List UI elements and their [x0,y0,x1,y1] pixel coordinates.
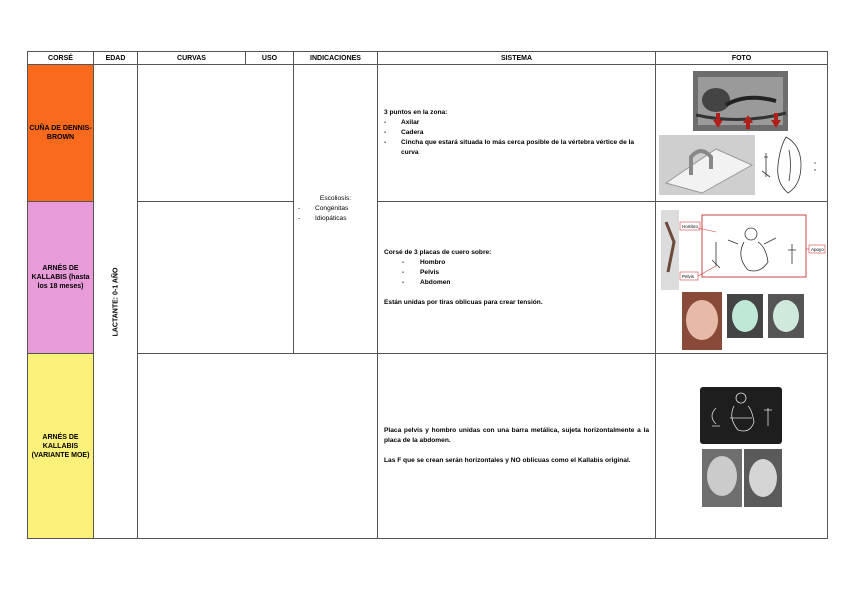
table-row [28,202,828,354]
corse-cell: ARNÉS DE KALLABIS (hasta los 18 meses) [28,202,94,354]
brace-table [27,51,828,539]
kallabis-diagram [702,215,806,277]
header-uso: USO [246,52,294,65]
list-item: - Cincha que estará situada lo más cerca posible de la vértebra vértice de la curva [384,138,649,158]
label-hombro: Hombro [682,224,699,229]
sistema-intro: Corsé de 3 placas de cuero sobre: [384,248,492,256]
sistema-paragraph: Las F que se crean serán horizontales y NO oblicuas como el Kallabis original. [384,457,631,464]
list-item: - Pelvis [384,268,649,278]
diagram-drawing [762,137,816,193]
foto-cell [656,354,828,539]
sistema-cell [378,202,656,354]
header-indicaciones: INDICACIONES [294,52,378,65]
edad-value: LACTANTE: 0-1 AÑO [112,267,119,336]
sistema-paragraph: Placa pelvis y hombro unidas con una barra metálica, sujeta horizontalmente a la placa de la abdomen. [384,427,649,444]
table-row [28,354,828,539]
sistema-cell [378,65,656,202]
list-item: - Congénitas [298,204,373,214]
corse-cell: CUÑA DE DENNIS-BROWN [28,65,94,202]
kallabis-photos [656,202,828,354]
header-curvas: CURVAS [138,52,246,65]
header-corse: CORSÉ [28,52,94,65]
sistema-cell [378,354,656,539]
curvas-uso-cell [138,202,294,354]
sistema-list [384,118,649,158]
header-edad: EDAD [94,52,138,65]
label-pelvis: Pelvis [682,274,695,279]
edad-cell [94,65,138,539]
table-row [28,65,828,202]
list-item: - Hombro [384,258,649,268]
sistema-note: Están unidas por tiras oblicuas para crear tensión. [384,298,543,306]
indicaciones-title: Escoliosis: [319,195,352,202]
indicaciones-cell [294,65,378,354]
dennis-brown-photos [656,65,828,202]
harness-photo [661,210,679,290]
sistema-list [384,258,649,288]
foto-cell [656,202,828,354]
header-foto: FOTO [656,52,828,65]
foto-cell [656,65,828,202]
moe-variant-photos [656,354,828,539]
list-item: - Axilar [384,118,649,128]
curvas-uso-indicaciones-cell [138,354,378,539]
label-apoyo: Apoyo [811,247,824,252]
indicaciones-list [298,204,373,224]
corse-cell: ARNÉS DE KALLABIS (VARIANTE MOE) [28,354,94,539]
header-sistema: SISTEMA [378,52,656,65]
list-item: - Abdomen [384,278,649,288]
curvas-uso-cell [138,65,294,202]
sistema-intro: 3 puntos en la zona: [384,109,448,116]
list-item: - Idiopáticas [298,214,373,224]
list-item: - Cadera [384,128,649,138]
header-row [28,52,828,65]
